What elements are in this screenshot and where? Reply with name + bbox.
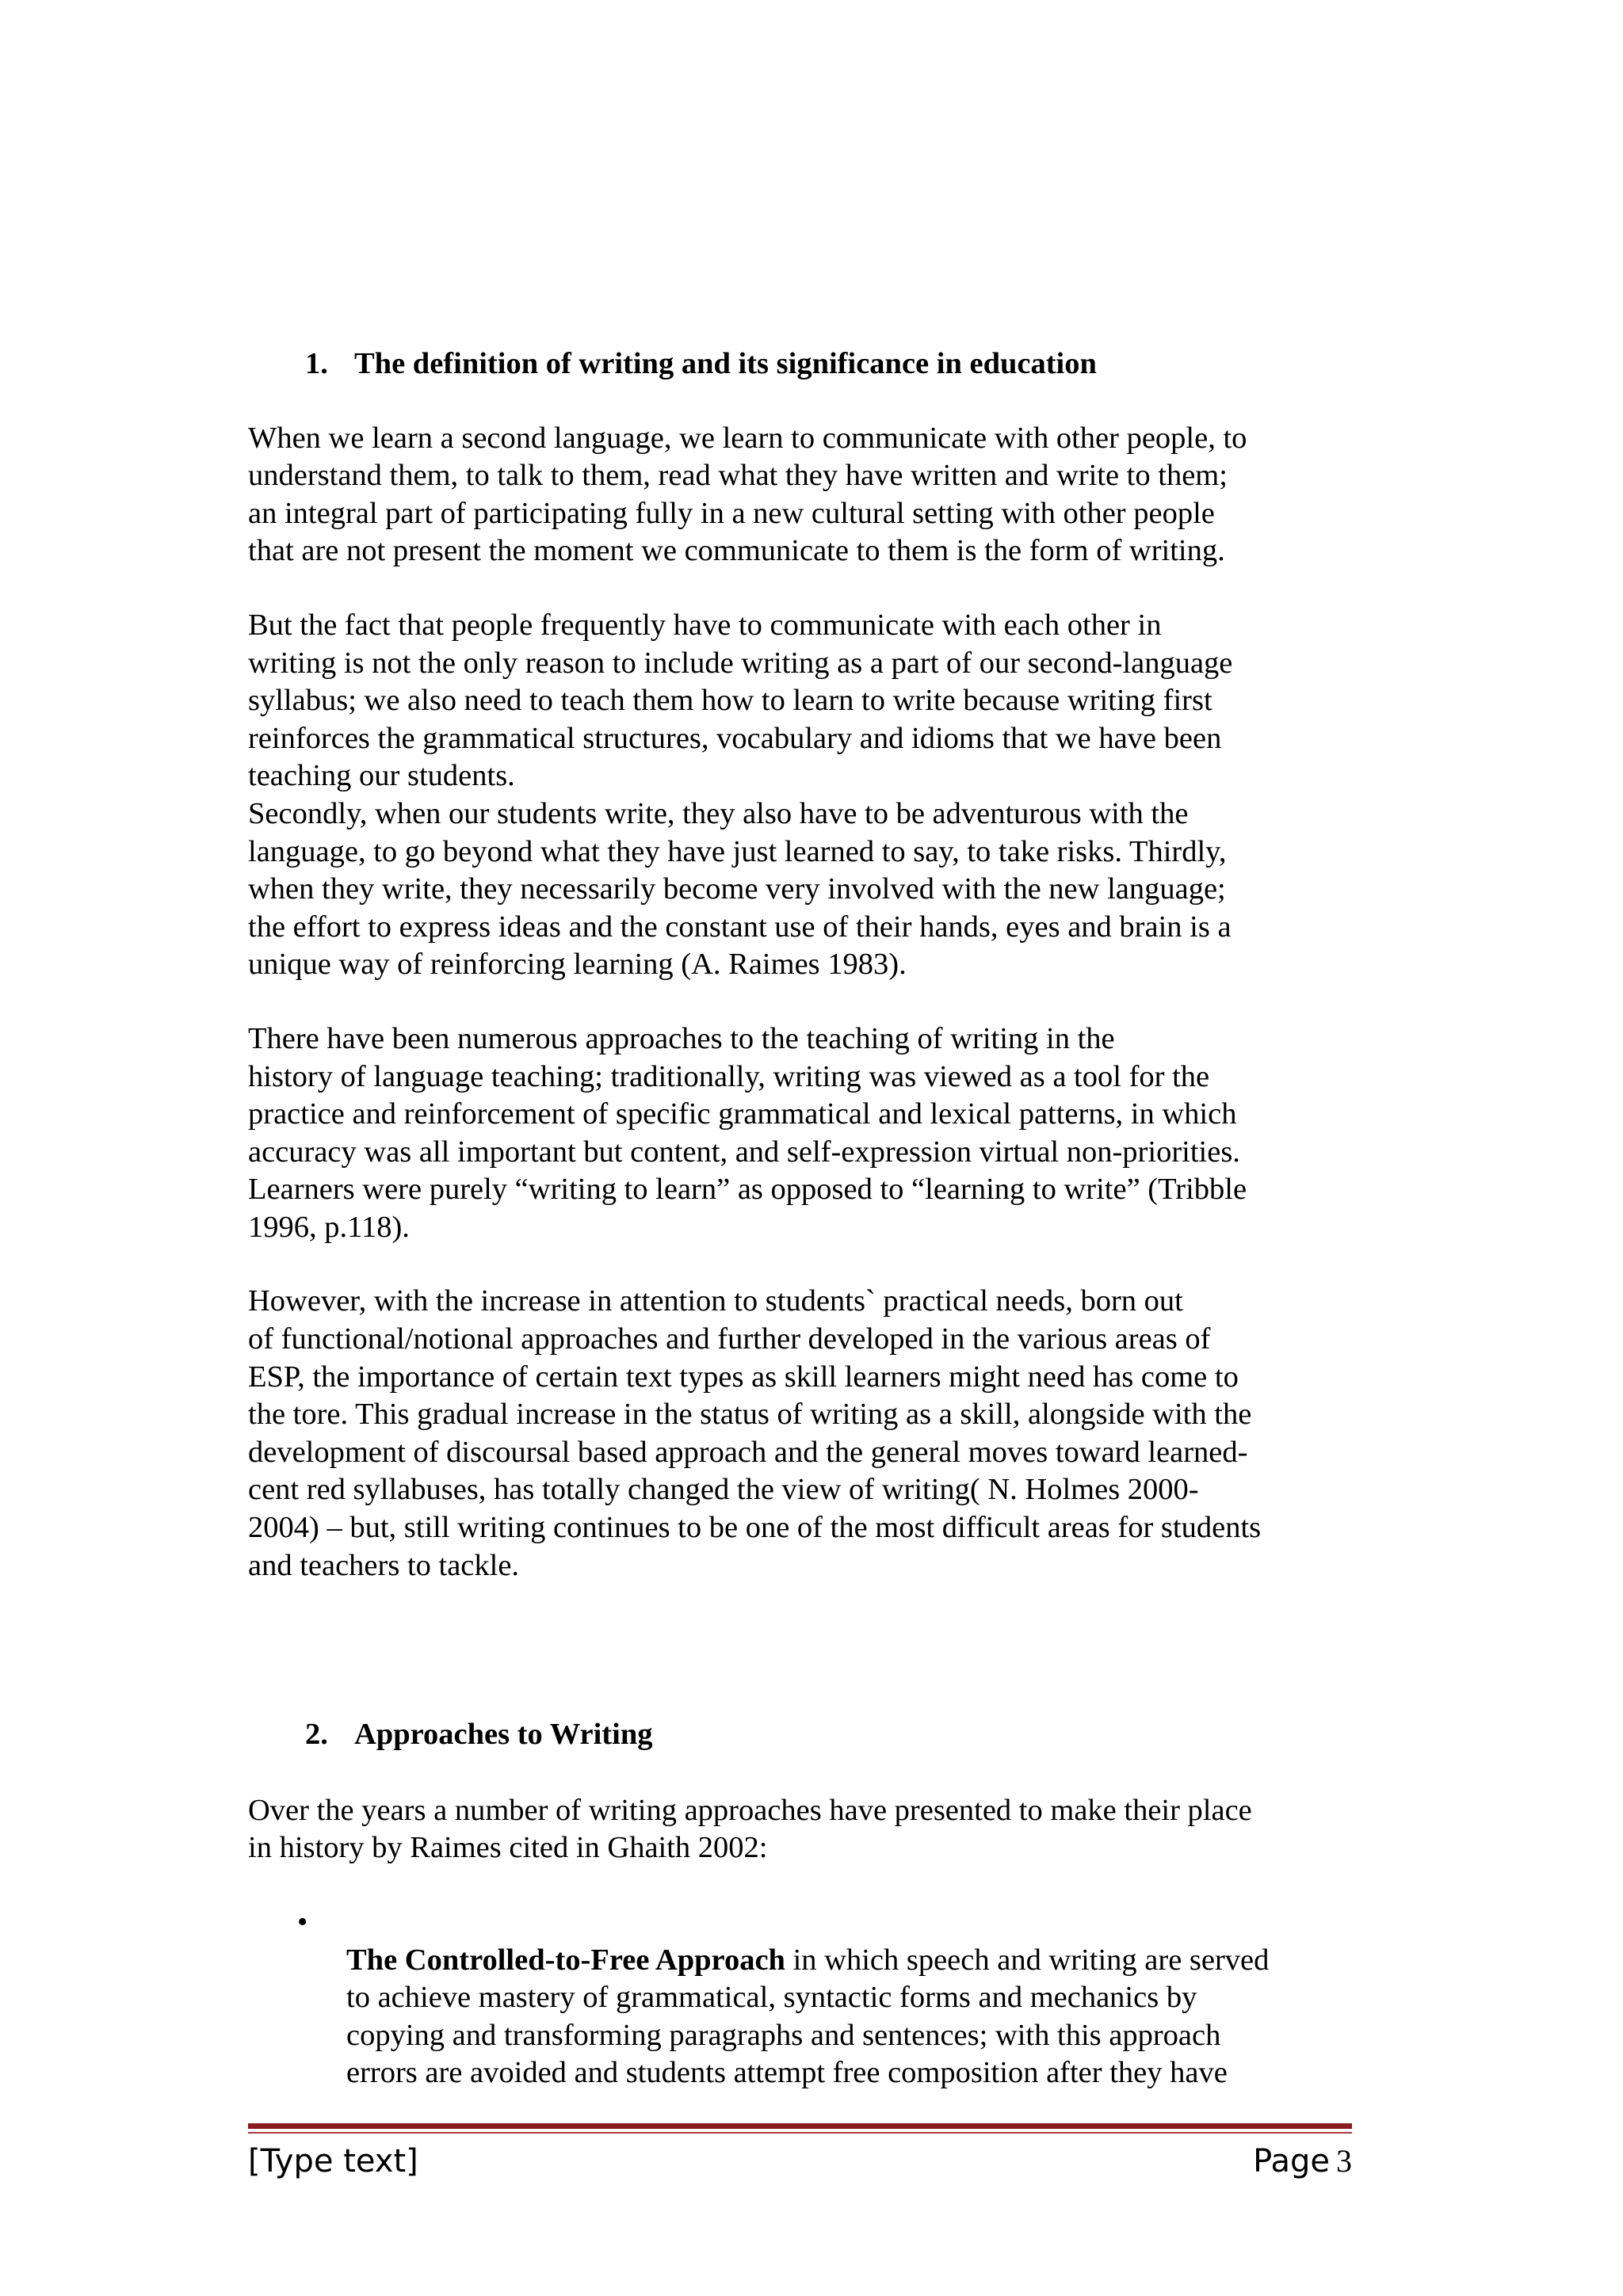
paragraph-2: But the fact that people frequently have to communicate with each other in writing is not the only reason to include writing as a part of our second-language syllabus; we also need to teach them how to learn to write because writing first reinforces the grammatical structures, vocabulary and idioms that we have been teaching our students. Secondly, when our students write, they also have to be adventurous with the language, to go beyond what they have just learned to say, to take risks. Thirdly, when they write, they necessarily become very involved with the new language; the effort to express ideas and the constant use of their hands, eyes and brain is a unique way of reinforcing learning (A. Raimes 1983).: [248, 608, 1233, 982]
page-number-label: [1253, 2138, 1352, 2185]
page-label: Page: [1253, 2143, 1330, 2180]
section-title: Approaches to Writing: [354, 1718, 653, 1752]
footer-placeholder-text: [Type text]: [248, 2143, 418, 2180]
spacer: [248, 1754, 1352, 1792]
list-item: [248, 1904, 1352, 2092]
section-heading-2: [248, 1716, 1352, 1754]
section-heading-1: [248, 345, 1352, 383]
footer-divider-thin: [248, 2132, 1352, 2134]
paragraph-1: When we learn a second language, we learn to communicate with other people, to understand them, to talk to them, read what they have written and write to them; an integral part of participating fully in a new cultural setting with other people that are not present the moment we communicate to them is the form of writing.: [248, 421, 1247, 568]
section-title: The definition of writing and its significance in education: [354, 347, 1097, 380]
bullet-icon: •: [297, 1905, 308, 1939]
section-number: 2.: [305, 1718, 328, 1752]
approach-name: The Controlled-to-Free Approach: [346, 1943, 785, 1977]
section-number: 1.: [305, 347, 328, 380]
spacer: [248, 383, 1352, 420]
footer-divider: [248, 2123, 1352, 2129]
page-footer: [248, 2138, 1352, 2185]
spacer: [248, 1867, 1352, 1904]
page-number: 3: [1336, 2143, 1352, 2179]
paragraph-4: However, with the increase in attention to students` practical needs, born out of functional/notional approaches and further developed in the various areas of ESP, the importance of certain text types as skill learners might need has come to the tore. This gradual increase in the status of writing as a skill, alongside with the development of discoursal based approach and the general moves toward learned- cent red syllabuses, has totally changed the view of writing( N. Holmes 2000- 2004) – but, still writing continues to be one of the most difficult areas for students and teachers to tackle.: [248, 1284, 1262, 1582]
approach-description: in which speech and writing are served to achieve mastery of grammatical, syntactic forms and mechanics by copying and transforming paragraphs and sentences; with this approach errors are avoided and students attempt free composition after they have: [346, 1943, 1270, 2090]
paragraph-5: Over the years a number of writing approaches have presented to make their place in history by Raimes cited in Ghaith 2002:: [248, 1793, 1252, 1865]
page-content: [248, 345, 1352, 2092]
spacer: [248, 1246, 1352, 1283]
spacer: [248, 984, 1352, 1020]
spacer: [248, 570, 1352, 607]
spacer: [248, 1585, 1352, 1716]
paragraph-3: There have been numerous approaches to the teaching of writing in the history of language teaching; traditionally, writing was viewed as a tool for the practice and reinforcement of specific grammatical and lexical patterns, in which accuracy was all important but content, and self-expression virtual non-priorities. Learners were purely “writing to learn” as opposed to “learning to write” (Tribble 1996, p.118).: [248, 1021, 1247, 1244]
approach-list: [248, 1904, 1352, 2092]
